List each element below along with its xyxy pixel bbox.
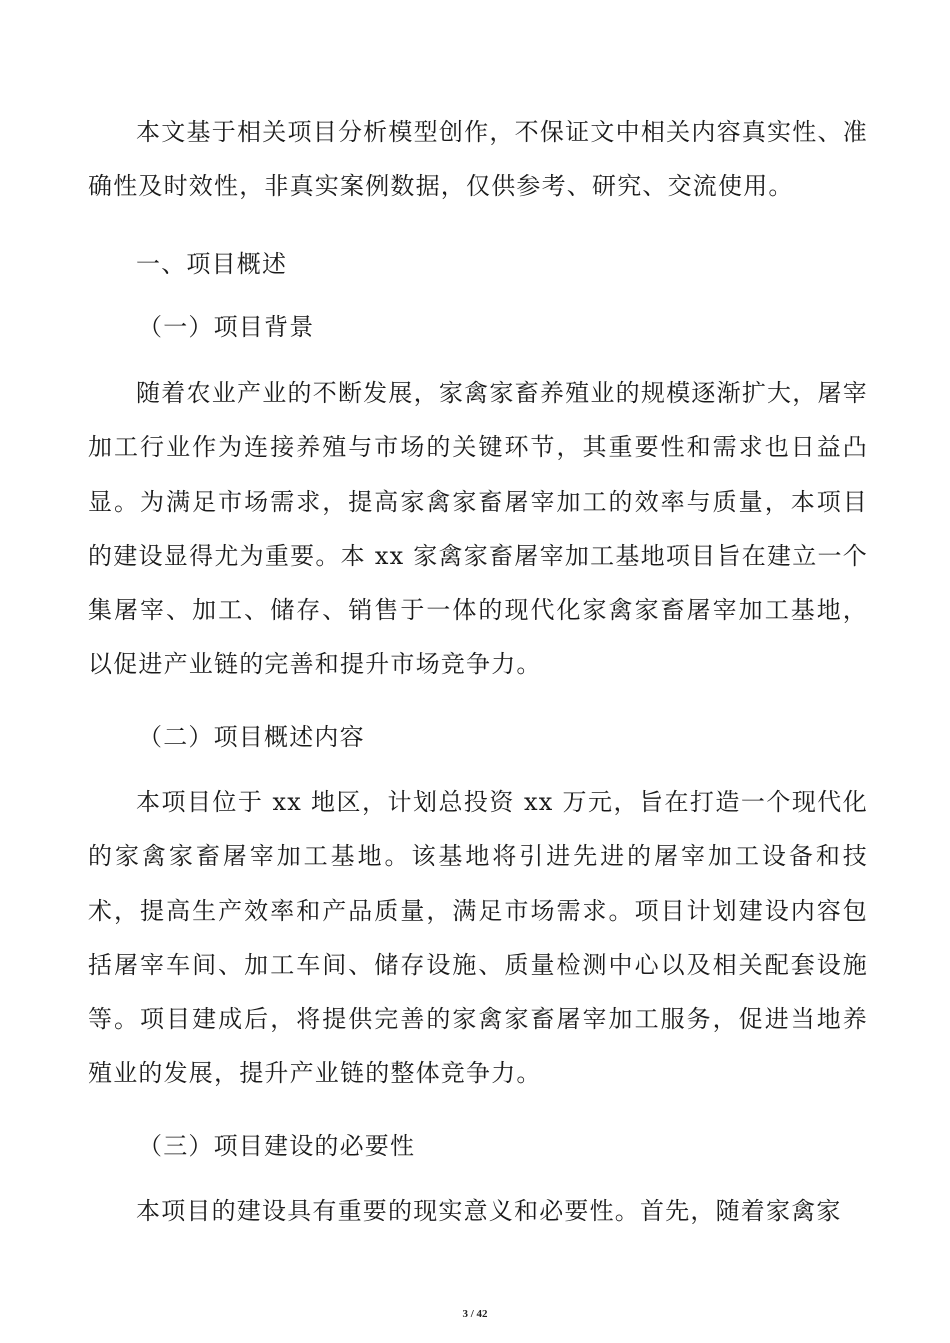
necessity-paragraph: 本项目的建设具有重要的现实意义和必要性。首先，随着家禽家 [136, 1197, 842, 1225]
page-number: 3 / 42 [462, 1308, 488, 1320]
subsection-title-necessity: （三）项目建设的必要性 [138, 1132, 416, 1160]
summary-paragraph: 本项目位于 xx 地区，计划总投资 xx 万元，旨在打造一个现代化的家禽家畜屠宰加工基地。该基地将引进先进的屠宰加工设备和技术，提高生产效率和产品质量，满足市场需求。项目计划建设内容包括屠宰车间、加工车间、储存设施、质量检测中心以及相关配套设施等。项目建成后，将提供完善的家禽家畜屠宰加工服务，促进当地养殖业的发展，提升产业链的整体竞争力。 [88, 788, 868, 1088]
subsection-title-background: （一）项目背景 [138, 313, 315, 341]
subsection-title-summary: （二）项目概述内容 [138, 723, 365, 751]
background-paragraph: 随着农业产业的不断发展，家禽家畜养殖业的规模逐渐扩大，屠宰加工行业作为连接养殖与市场的关键环节，其重要性和需求也日益凸显。为满足市场需求，提高家禽家畜屠宰加工的效率与质量，本项目的建设显得尤为重要。本 xx 家禽家畜屠宰加工基地项目旨在建立一个集屠宰、加工、储存、销售于一体的现代化家禽家畜屠宰加工基地，以促进产业链的完善和提升市场竞争力。 [88, 379, 868, 679]
section-title-overview: 一、项目概述 [136, 250, 288, 278]
disclaimer-paragraph: 本文基于相关项目分析模型创作，不保证文中相关内容真实性、准确性及时效性，非真实案例数据，仅供参考、研究、交流使用。 [88, 118, 868, 201]
